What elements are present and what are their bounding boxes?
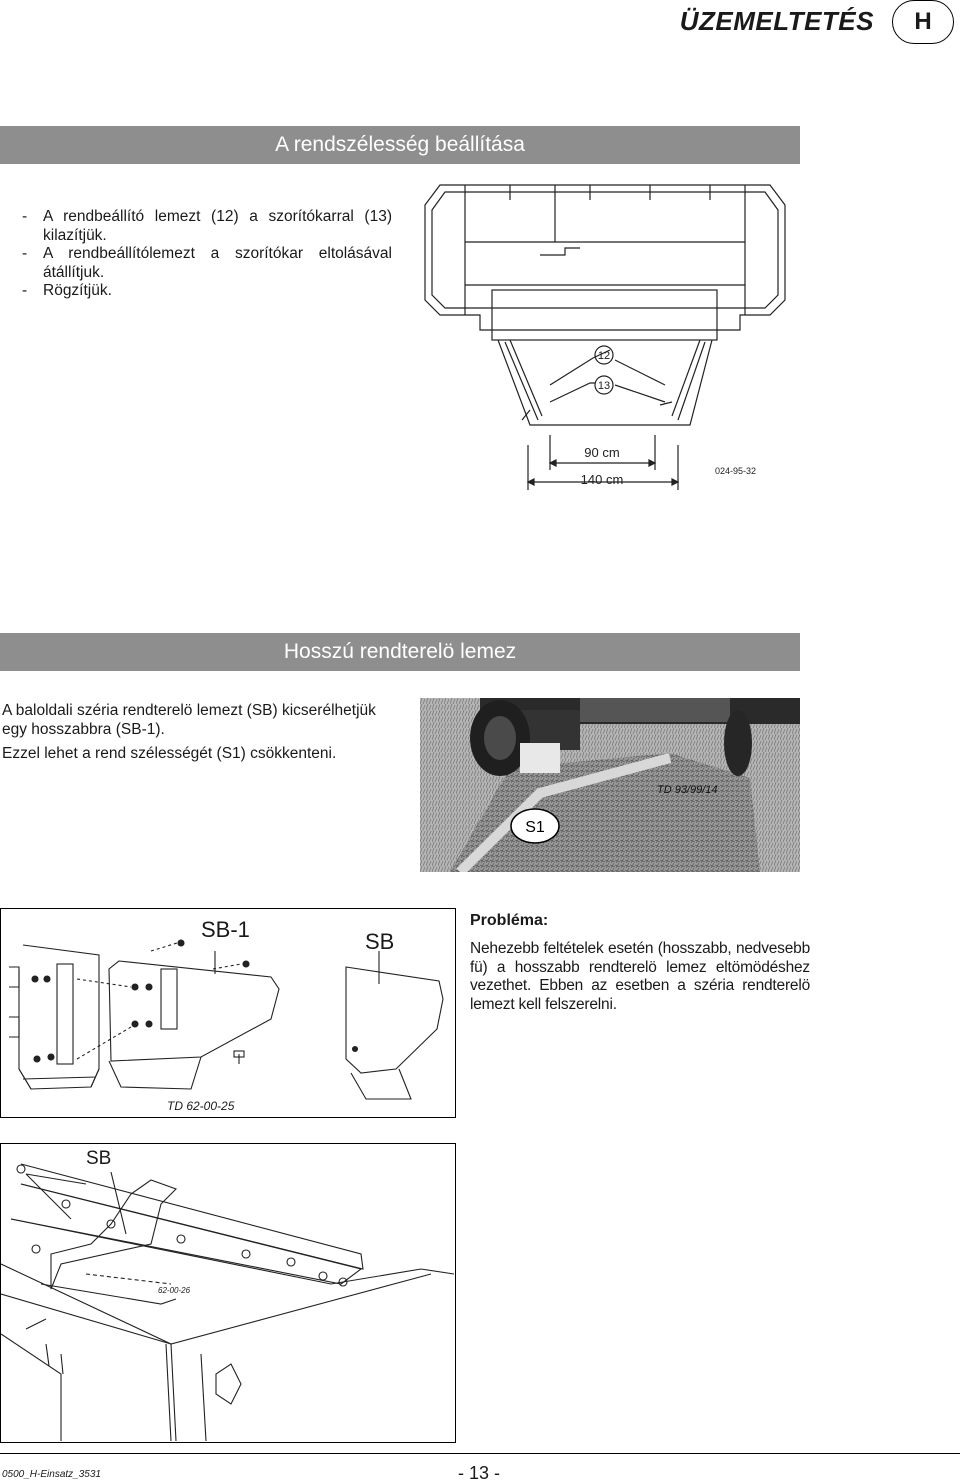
bullet-marker: -: [22, 208, 28, 225]
machine-frame-drawing: [425, 185, 785, 340]
description-paragraph: A baloldali széria rendterelö lemezt (SB) kicserélhetjük egy hosszabbra (SB-1).: [2, 702, 376, 738]
label-sb: SB: [86, 1148, 112, 1169]
callout-label-12: 12: [597, 350, 611, 362]
page-header-title: ÜZEMELTETÉS: [679, 6, 874, 36]
label-sb1: SB-1: [201, 917, 250, 942]
list-item: [22, 282, 392, 301]
bullet-marker: -: [22, 245, 28, 262]
section-title-row-width: [0, 633, 800, 671]
installed-deflector-drawing: [1, 1144, 454, 1441]
figure-code: 62-00-26: [158, 1286, 191, 1295]
callout-13: [595, 376, 613, 394]
footer-divider: [0, 1453, 960, 1454]
bullet-marker: -: [22, 282, 28, 299]
list-item: [22, 208, 392, 245]
photo-code: TD 93/99/14: [657, 784, 718, 796]
s1-callout: [511, 809, 559, 843]
windrow-width-diagram: [410, 180, 800, 500]
dimension-90: 90 cm: [584, 445, 620, 460]
description-paragraph: Ezzel lehet a rend szélességét (S1) csökkenteni.: [2, 745, 337, 762]
list-item-text: A rendbeállítólemezt a szorítókar eltolásával átállítjuk.: [43, 245, 392, 281]
instruction-list: [22, 208, 392, 301]
installed-deflector-figure: [0, 1143, 456, 1443]
section-title-text: A rendszélesség beállítása: [275, 133, 525, 156]
list-item-text: Rögzítjük.: [43, 282, 112, 299]
section-title-row-width: [0, 126, 800, 164]
deflector-comparison-figure: [0, 908, 456, 1118]
list-item-text: A rendbeállító lemezt (12) a szorítókarral (13) kilazítjük.: [43, 208, 392, 244]
problem-text: Nehezebb feltételek esetén (hosszabb, nedvesebb fü) a hosszabb rendterelö lemez eltömödéshez vezethet. Ebben az esetben a széria rendterelö lemezt kell felszerelni.: [470, 940, 810, 1013]
figure-code: 024-95-32: [715, 466, 757, 476]
figure-code: TD 62-00-25: [167, 1099, 235, 1113]
footer-document-code: 0500_H-Einsatz_3531: [2, 1469, 101, 1480]
problem-title: Probléma:: [470, 912, 549, 929]
label-sb: SB: [365, 929, 395, 954]
s1-label: S1: [525, 819, 545, 836]
page-number: - 13 -: [458, 1463, 501, 1483]
list-item: [22, 245, 392, 282]
callout-12: [595, 346, 613, 364]
section-title-text: Hosszú rendterelö lemez: [283, 640, 517, 663]
language-badge: H: [892, 0, 954, 44]
dimension-140: 140 cm: [580, 472, 624, 487]
field-photo: [420, 698, 800, 872]
callout-label-13: 13: [597, 380, 611, 392]
